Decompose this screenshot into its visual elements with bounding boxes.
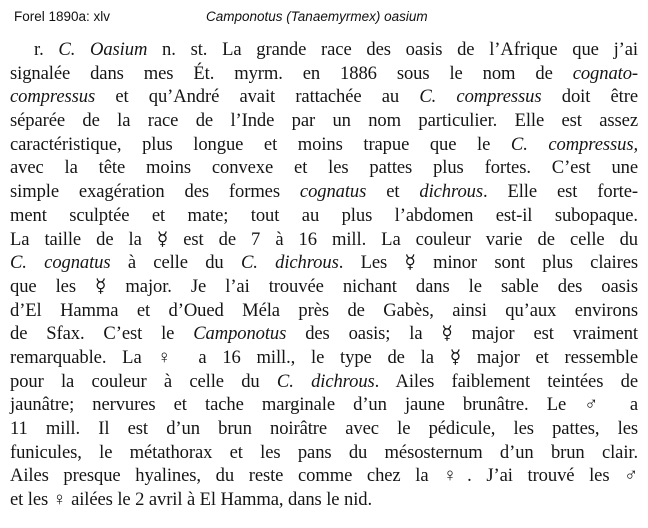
text-segment: de Sfax. C’est le [10, 323, 194, 345]
text-segment: . Elle est forte- [482, 181, 638, 203]
text-segment: et qu’André avait rattachée au [95, 86, 420, 108]
text-line [10, 62, 638, 86]
text-line [10, 38, 638, 62]
text-segment: ment sculptée et mate; tout au plus l’abdomen est-il subopaque. [10, 204, 638, 226]
text-segment: d’El Hamma et d’Oued Méla près de Gabès, ainsi qu’aux environs [10, 299, 638, 321]
italic-text-segment: cognatus [299, 181, 367, 203]
scanned-text-block [10, 38, 638, 512]
text-segment: à celle du [110, 252, 241, 274]
text-line [10, 85, 638, 109]
text-segment: 11 mill. Il est d’un brun noirâtre avec le pédicule, les pattes, les [10, 418, 638, 439]
text-segment: . Les ☿ minor sont plus claires [338, 252, 638, 274]
text-segment: doit être [541, 86, 638, 108]
text-segment: caractéristique, plus longue et moins trapue que le [10, 133, 511, 155]
italic-text-segment: dichrous [419, 181, 483, 203]
italic-text-segment: C. cognatus [10, 252, 111, 274]
text-line [10, 109, 638, 133]
text-segment: jaunâtre; nervures et tache marginale d’un jaune brunâtre. Le ♂ a [10, 394, 638, 416]
italic-text-segment: cognato- [572, 62, 638, 84]
text-segment: séparée de la race de l’Inde par un nom particulier. Elle est assez [10, 110, 638, 132]
italic-text-segment: Camponotus [193, 323, 287, 345]
text-segment: pour la couleur à celle du [10, 370, 277, 392]
page-header [14, 6, 634, 28]
text-line [10, 441, 638, 465]
text-line [10, 299, 638, 323]
text-segment: funicules, le métathorax et les pans du mésosternum d’un brun clair. [10, 441, 638, 463]
text-line [10, 275, 638, 299]
text-segment: que les ☿ major. Je l’ai trouvée nichant dans le sable des oasis [10, 275, 638, 297]
text-segment: des oasis; la ☿ major est vraiment [286, 323, 639, 345]
text-segment: avec la tête moins convexe et les pattes plus fortes. C’est une [10, 157, 638, 179]
italic-text-segment: compressus [10, 86, 96, 108]
text-segment: remarquable. La ♀ a 16 mill., le type de la ☿ major et ressemble [10, 346, 638, 368]
text-line [10, 133, 638, 157]
italic-text-segment: C. Oasium [58, 39, 148, 60]
text-segment: et [366, 181, 420, 203]
text-line [10, 228, 638, 252]
text-segment: . Ailes faiblement teintées de [374, 370, 638, 392]
text-line [10, 370, 638, 394]
text-line [10, 393, 638, 417]
text-segment: Ailes presque hyalines, du reste comme chez la ♀. J’ai trouvé les ♂ [10, 465, 638, 487]
text-segment: signalée dans mes Ét. myrm. en 1886 sous le nom de [10, 62, 573, 84]
text-segment: n. st. La grande race des oasis de l’Afrique que j’ai [147, 39, 638, 60]
text-line [10, 156, 638, 180]
italic-text-segment: C. compressus, [510, 133, 638, 155]
text-line [10, 204, 638, 228]
text-line [10, 417, 638, 441]
text-line [10, 346, 638, 370]
taxon-title: Camponotus (Tanaemyrmex) oasium [206, 9, 428, 24]
text-segment: r. [34, 39, 59, 60]
italic-text-segment: C. dichrous [276, 370, 375, 392]
italic-text-segment: C. dichrous [240, 252, 339, 274]
citation-reference: Forel 1890a: xlv [14, 9, 111, 24]
text-line [10, 464, 638, 488]
text-segment: La taille de la ☿ est de 7 à 16 mill. La couleur varie de celle du [10, 228, 638, 250]
text-line [10, 488, 638, 512]
italic-text-segment: C. compressus [419, 86, 542, 108]
text-segment: et les ♀ ailées le 2 avril à El Hamma, dans le nid. [10, 489, 373, 511]
text-line [10, 322, 638, 346]
text-line [10, 251, 638, 275]
text-line [10, 180, 638, 204]
text-segment: simple exagération des formes [10, 181, 300, 203]
